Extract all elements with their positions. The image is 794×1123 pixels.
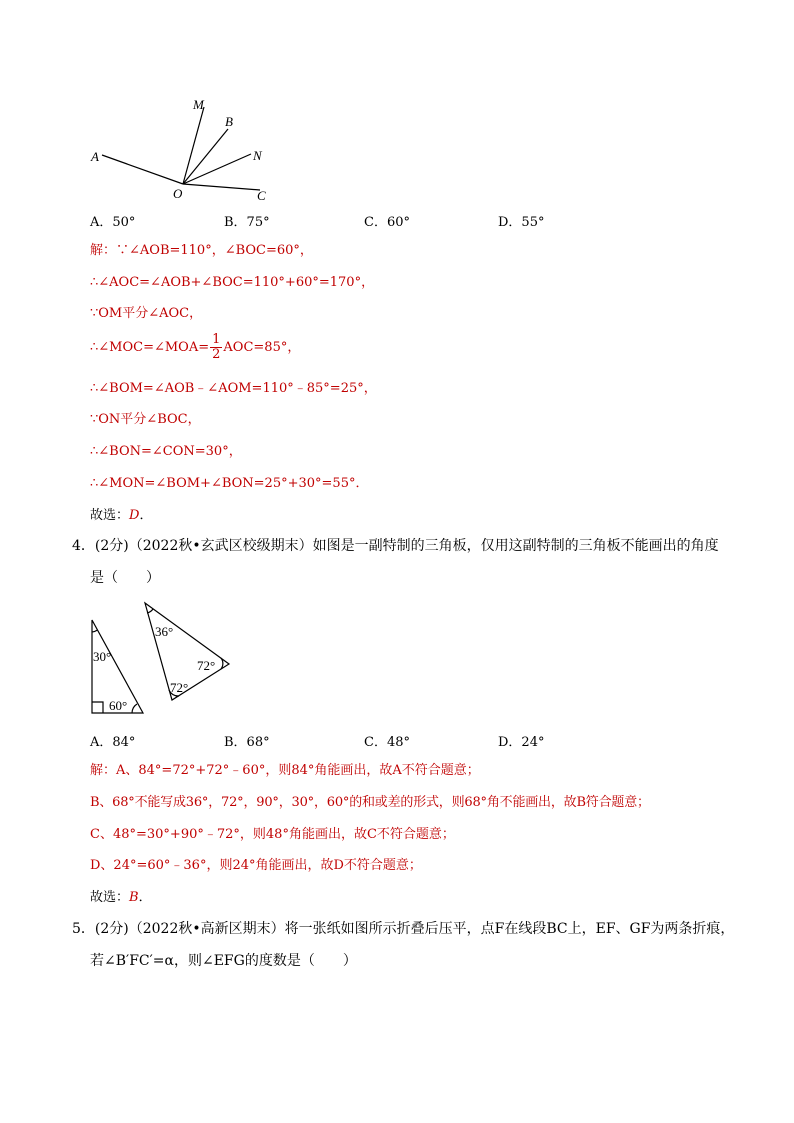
q3-solution-line-6: ∵ON平分∠BOC，: [90, 412, 201, 427]
fraction-numerator: 1: [212, 332, 221, 347]
q3-option-b: B．75°: [224, 215, 270, 230]
label-angle-60: 60°: [109, 698, 128, 713]
ray-OM: [183, 107, 204, 184]
triangle-rulers-figure: [85, 598, 245, 718]
q4-answer: 故选：B．: [90, 890, 152, 905]
q4-solution-line-1: 解：A、84°=72°+72°﹣60°，则84°角能画出，故A不符合题意；: [90, 763, 480, 778]
q3-option-c: C．60°: [364, 215, 410, 230]
angle-72-right-arc: [221, 658, 223, 669]
q4-option-d: D．24°: [498, 735, 545, 750]
label-C: C: [257, 188, 266, 203]
label-O: O: [173, 186, 183, 201]
q4-solution-line-2: B、68°不能写成36°，72°，90°，30°，60°的和或差的形式，则68°角不能画出，故B符合题意；: [90, 795, 650, 810]
q4-solution-line-3: C、48°=30°+90°﹣72°，则48°角能画出，故C不符合题意；: [90, 827, 455, 842]
label-angle-36: 36°: [155, 624, 174, 639]
q3-line4-pre: ∴∠MOC=∠MOA=: [90, 340, 210, 355]
q3-solution-line-5: ∴∠BOM=∠AOB﹣∠AOM=110°﹣85°=25°，: [90, 381, 377, 396]
ray-OC: [183, 184, 260, 190]
ray-ON: [183, 154, 251, 184]
angle-rays-figure: [85, 92, 285, 212]
q3-solution-line-2: ∴∠AOC=∠AOB+∠BOC=110°+60°=170°，: [90, 275, 375, 290]
label-A: A: [91, 149, 99, 164]
label-angle-72-right: 72°: [197, 658, 216, 673]
label-angle-30: 30°: [93, 649, 112, 664]
angle-30-arc: [92, 630, 98, 632]
q3-solution-line-7: ∴∠BON=∠CON=30°，: [90, 444, 242, 459]
q4-stem-line-1: 4．(2分)（2022秋•玄武区校级期末）如图是一副特制的三角板，仅用这副特制的三角板不能画出的角度: [72, 538, 719, 554]
q4-option-c: C．48°: [364, 735, 410, 750]
q4-solution-line-4: D、24°=60°﹣36°，则24°角能画出，故D不符合题意；: [90, 858, 422, 873]
q3-line4-post: AOC=85°，: [223, 340, 301, 355]
q3-option-d: D．55°: [498, 215, 545, 230]
fraction-denominator: 2: [212, 347, 221, 362]
q4-option-a: A．84°: [90, 735, 136, 750]
label-B: B: [225, 114, 233, 129]
label-N: N: [253, 148, 262, 163]
q3-solution-line-4: [90, 333, 300, 363]
q3-solution-line-1: 解：∵∠AOB=110°，∠BOC=60°，: [90, 243, 313, 258]
fraction-one-half: [210, 333, 222, 362]
ray-OB: [183, 129, 228, 184]
ray-OA: [102, 155, 183, 184]
q4-stem-line-2: 是（ ）: [90, 570, 160, 586]
q4-option-b: B．68°: [224, 735, 270, 750]
q5-stem-line-2: 若∠B′FC′=α，则∠EFG的度数是（ ）: [90, 953, 357, 969]
q3-option-a: A．50°: [90, 215, 136, 230]
label-M: M: [193, 97, 204, 112]
q5-stem-line-1: 5．(2分)（2022秋•高新区期末）将一张纸如图所示折叠后压平，点F在线段BC上，EF、GF为两条折痕，: [72, 921, 735, 937]
angle-60-arc: [132, 704, 137, 713]
angle-36-arc: [147, 609, 153, 613]
label-angle-72-bottom: 72°: [170, 680, 189, 695]
q3-solution-line-3: ∵OM平分∠AOC，: [90, 306, 203, 321]
right-angle-mark: [92, 702, 103, 713]
q3-solution-line-8: ∴∠MON=∠BOM+∠BON=25°+30°=55°．: [90, 476, 369, 491]
q3-answer: 故选：D．: [90, 508, 153, 523]
